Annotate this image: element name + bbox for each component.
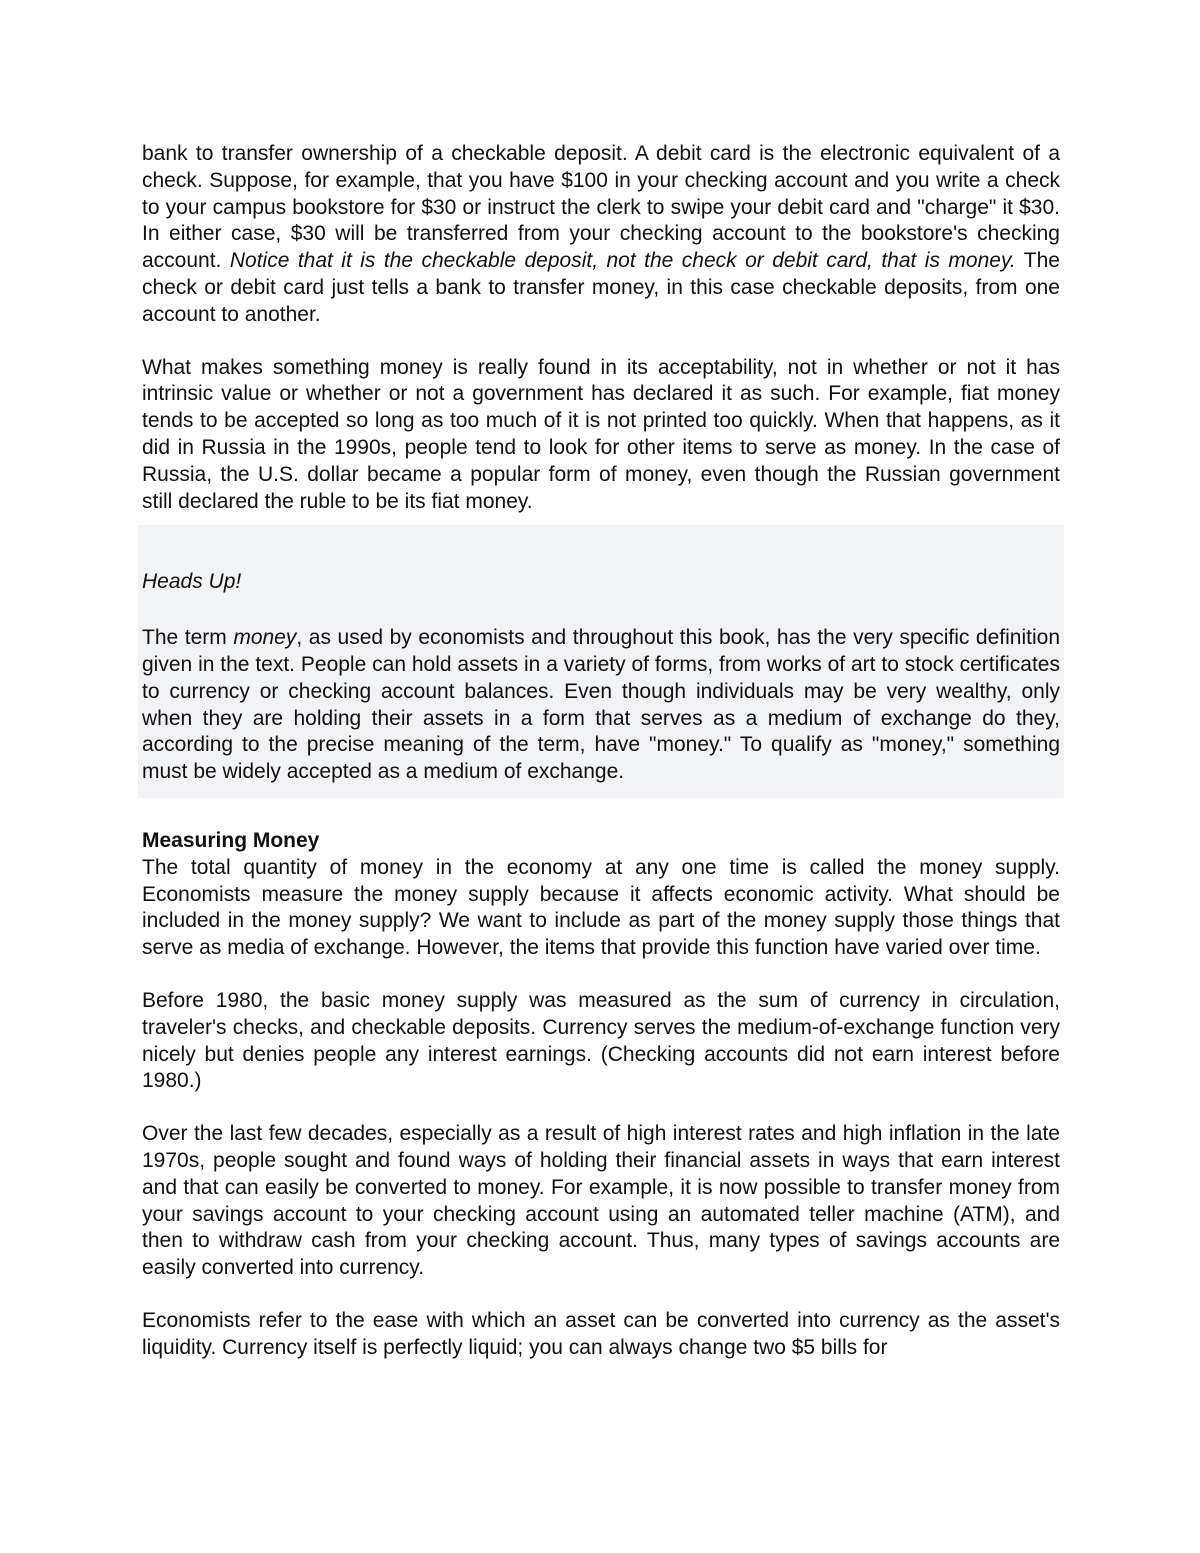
callout-title: Heads Up! <box>142 570 242 594</box>
document-body <box>142 141 1060 1387</box>
paragraph-checkable-deposit <box>142 141 1060 329</box>
heads-up-callout <box>138 525 1064 798</box>
callout-text: , as used by economists and throughout this book, has the very specific definition given in the text. People can hold assets in a variety of forms, from works of art to stock certificates to currency or checking account balances. Even though individuals may be very wealthy, only when they are holding their assets in a form that serves as a medium of exchange do they, according to the precise meaning of the term, have "money." To qualify as "money," something must be widely accepted as a medium of exchange. <box>142 626 1060 784</box>
paragraph-acceptability: What makes something money is really found in its acceptability, not in whether or not it has intrinsic value or whether or not a government has declared it as such. For example, fiat money tends to be accepted so long as too much of it is not printed too quickly. When that happens, as it did in Russia in the 1990s, people tend to look for other items to serve as money. In the case of Russia, the U.S. dollar became a popular form of money, even though the Russian government still declared the ruble to be its fiat money. <box>142 355 1060 513</box>
callout-body <box>142 625 1060 786</box>
section-paragraph: Economists refer to the ease with which an asset can be converted into currency as the asset's liquidity. Currency itself is perfectly liquid; you can always change two $5 bills for <box>142 1308 1060 1359</box>
callout-text: The term <box>142 626 234 650</box>
section-paragraph: The total quantity of money in the economy at any one time is called the money supply. Economists measure the money supply because it affects economic activity. What should be included in the money supply? We want to include as part of the money supply those things that serve as media of exchange. However, the items that provide this function have varied over time. <box>142 855 1060 960</box>
section-paragraph: Before 1980, the basic money supply was measured as the sum of currency in circulation, traveler's checks, and checkable deposits. Currency serves the medium-of-exchange function very nicely but denies people any interest earnings. (Checking accounts did not earn interest before 1980.) <box>142 988 1060 1093</box>
section-paragraph: Over the last few decades, especially as a result of high interest rates and high inflation in the late 1970s, people sought and found ways of holding their financial assets in ways that earn interest and that can easily be converted to money. For example, it is now possible to transfer money from your savings account to your checking account using an automated teller machine (ATM), and then to withdraw cash from your checking account. Thus, many types of savings accounts are easily converted into currency. <box>142 1122 1060 1280</box>
emphasis-text: Notice that it is the checkable deposit, not the check or debit card, that is money. <box>229 249 1016 273</box>
section-heading: Measuring Money <box>142 828 320 852</box>
emphasis-text: money <box>233 626 297 650</box>
paragraph-text: bank to transfer ownership of a checkable deposit. A debit card is the electronic equivalent of a check. Suppose, for example, that you have $100 in your checking account and you write a check to your campus bookstore for $30 or instruct the clerk to swipe your debit card and "charge" it $30. In either case, $30 will be transferred from your checking account to the bookstore's checking account. <box>142 142 1060 273</box>
paragraph-text: The check or debit card just tells a bank to transfer money, in this case checkable deposits, from one account to another. <box>142 249 1060 326</box>
